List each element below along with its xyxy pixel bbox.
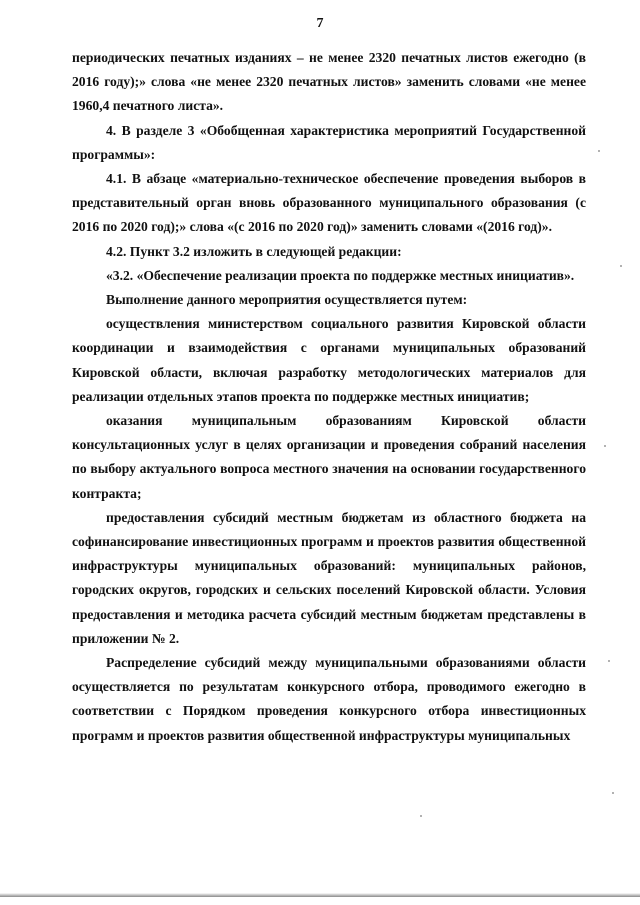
paragraph-item-4-2: 4.2. Пункт 3.2 изложить в следующей редакции: (106, 243, 402, 259)
page-number: 7 (316, 16, 324, 31)
paragraph-distribution: Распределение субсидий между муниципальными образованиями области осуществляется по результатам конкурсного отбора, проводимого ежегодно в соответствии с Порядком проведения конкурсного отбора инвестиционных программ и проектов развития общественной инфраструктуры муниципальных (72, 655, 586, 743)
paragraph-subsidies: предоставления субсидий местным бюджетам из областного бюджета на софинансирование инвестиционных программ и проектов развития общественной инфраструктуры муниципальных образований: муниципальных районов, городских округов, городских и сельских поселений Кировской области. Условия предоставления и методика расчета субсидий местным бюджетам представлены в приложении № 2. (72, 509, 586, 646)
scan-speck (420, 815, 422, 817)
document-body (72, 46, 586, 748)
scan-speck (604, 445, 606, 447)
scan-speck (620, 265, 622, 267)
scan-bottom-edge (0, 893, 640, 897)
paragraph-item-3-2-title: «3.2. «Обеспечение реализации проекта по поддержке местных инициатив». (106, 267, 575, 283)
scan-speck (612, 792, 614, 794)
paragraph-section-3: 4. В разделе 3 «Обобщенная характеристика мероприятий Государственной программы»: (72, 122, 586, 162)
paragraph-item-4-1: 4.1. В абзаце «материально-техническое обеспечение проведения выборов в представительный орган вновь образованного муниципального образования (с 2016 по 2020 год);» слова «(с 2016 по 2020 год)» заменить словами «(2016 год)». (72, 171, 586, 235)
scan-speck (608, 660, 610, 662)
paragraph-consulting: оказания муниципальным образованиям Кировской области консультационных услуг в целях организации и проведения собраний населения по выбору актуального вопроса местного значения на основании государственного контракта; (72, 413, 586, 501)
paragraph-intro: Выполнение данного мероприятия осуществляется путем: (106, 292, 468, 308)
scan-speck (598, 150, 600, 152)
paragraph-continuation: периодических печатных изданиях – не менее 2320 печатных листов ежегодно (в 2016 году);» слова «не менее 2320 печатных листов» заменить словами «не менее 1960,4 печатного листа». (72, 50, 586, 114)
paragraph-coordination: осуществления министерством социального развития Кировской области координации и взаимодействия с органами муниципальных образований Кировской области, включая разработку методологических материалов для реализации отдельных этапов проекта по поддержке местных инициатив; (72, 316, 586, 404)
